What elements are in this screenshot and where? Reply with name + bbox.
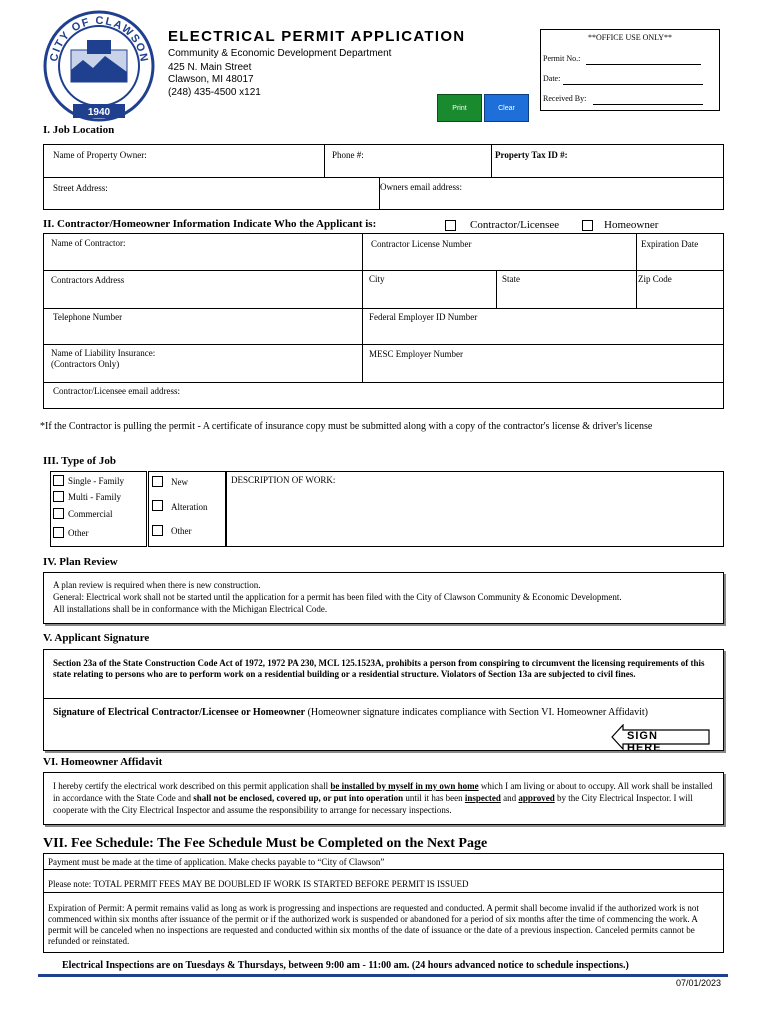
city-seal-logo	[43, 10, 155, 122]
received-by-field[interactable]	[593, 104, 703, 105]
state-label: State	[502, 274, 520, 284]
fein-label: Federal Employer ID Number	[369, 312, 478, 322]
footer-rule	[38, 974, 728, 977]
svg-text:CITY OF CLAWSON MICHIGAN: CITY OF CLAWSON	[48, 14, 151, 64]
permit-no-label: Permit No.:	[543, 54, 581, 63]
affidavit-part-5: by the City Electrical Inspector. I will cooperate with the City Electrical Inspector and assume the responsibility to arrange for necessary inspections.	[53, 793, 693, 815]
contractor-option-label: Contractor/Licensee	[470, 219, 560, 231]
description-label: DESCRIPTION OF WORK:	[231, 475, 336, 485]
other-work-checkbox[interactable]	[152, 525, 163, 536]
address-city: Clawson, MI 48017	[168, 74, 254, 85]
other-type-label: Other	[68, 528, 89, 538]
section-1-title: I. Job Location	[43, 124, 115, 136]
doubled-fee-note: Please note: TOTAL PERMIT FEES MAY BE DOUBLED IF WORK IS STARTED BEFORE PERMIT IS ISSUED	[48, 879, 469, 889]
signature-caption-bold: Signature of Electrical Contractor/Licensee or Homeowner	[53, 707, 306, 718]
applicant-signature-box	[43, 649, 724, 754]
homeowner-option-label: Homeowner	[604, 219, 659, 231]
date-field[interactable]	[563, 84, 703, 85]
commercial-checkbox[interactable]	[53, 508, 64, 519]
affidavit-not-enclosed: shall not be enclosed, covered up, or put into operation	[193, 793, 404, 803]
alteration-checkbox[interactable]	[152, 500, 163, 511]
new-label: New	[171, 477, 188, 487]
multi-family-checkbox[interactable]	[53, 491, 64, 502]
statute-text: Section 23a of the State Construction Code Act of 1972, 1972 PA 230, MCL 125.1523A, prohibits a person from conspiring to circumvent the licensing requirements of this state relating to persons who are to perform work on a residential building or a residential structure. Violators of Section 13a are subjected to civil fines.	[53, 658, 705, 679]
permit-no-field[interactable]	[586, 64, 701, 65]
signature-caption	[53, 707, 723, 718]
contractor-info-table	[43, 233, 724, 409]
owner-email-label: Owners email address:	[380, 182, 462, 192]
affidavit-part-3: until it has been	[403, 793, 465, 803]
section-3-title: III. Type of Job	[43, 455, 116, 467]
zip-code-label: Zip Code	[638, 274, 672, 284]
contractor-name-label: Name of Contractor:	[51, 238, 126, 248]
revision-date: 07/01/2023	[676, 978, 722, 988]
single-family-label: Single - Family	[68, 476, 124, 486]
affidavit-text	[53, 780, 719, 816]
single-family-checkbox[interactable]	[53, 475, 64, 486]
payment-note: Payment must be made at the time of application. Make checks payable to “City of Clawson”	[48, 857, 385, 867]
insurance-note: (Contractors Only)	[51, 359, 120, 369]
plan-review-line-2: General: Electrical work shall not be started until the application for a permit has been filed with the City of Clawson Community & Economic Development.	[53, 592, 622, 602]
description-of-work-field[interactable]	[226, 471, 724, 547]
other-type-checkbox[interactable]	[53, 527, 64, 538]
dept-phone: (248) 435-4500 x121	[168, 87, 261, 98]
plan-review-line-3: All installations shall be in conformance with the Michigan Electrical Code.	[53, 604, 328, 614]
contractor-checkbox[interactable]	[445, 220, 456, 231]
affidavit-part-4: and	[500, 793, 519, 803]
section-4-title: IV. Plan Review	[43, 556, 118, 568]
section-5-title: V. Applicant Signature	[43, 632, 150, 644]
homeowner-affidavit-box	[43, 772, 724, 825]
date-label: Date:	[543, 74, 561, 83]
plan-review-box	[43, 572, 724, 624]
telephone-label: Telephone Number	[53, 312, 123, 322]
city-label: City	[369, 274, 385, 284]
street-address-label: Street Address:	[53, 183, 108, 193]
contractor-insurance-note: *If the Contractor is pulling the permit - A certificate of insurance copy must be submitted along with a copy of the contractor's license & driver's license	[40, 421, 653, 432]
received-by-label: Received By:	[543, 94, 587, 103]
tax-id-label: Property Tax ID #:	[495, 150, 568, 160]
other-work-label: Other	[171, 526, 192, 536]
expiration-date-label: Expiration Date	[641, 239, 699, 249]
alteration-label: Alteration	[171, 502, 208, 512]
affidavit-part-1: I hereby certify the electrical work described on this permit application shall	[53, 781, 331, 791]
signature-caption-note: (Homeowner signature indicates compliance with Section VI. Homeowner Affidavit)	[307, 707, 648, 718]
sign-here-label: SIGN HERE	[627, 730, 662, 754]
work-kind-box	[148, 471, 226, 547]
signature-field[interactable]	[54, 724, 604, 744]
form-title: ELECTRICAL PERMIT APPLICATION	[168, 28, 466, 45]
address-street: 425 N. Main Street	[168, 62, 252, 73]
fee-schedule-box	[43, 853, 724, 953]
new-checkbox[interactable]	[152, 476, 163, 487]
department-name: Community & Economic Development Department	[168, 48, 392, 59]
plan-review-line-1: A plan review is required when there is new construction.	[53, 580, 261, 590]
job-type-box	[50, 471, 147, 547]
permit-expiration-note: Expiration of Permit: A permit remains valid as long as work is progressing and inspections are requested and conducted. A permit shall become invalid if the authorized work is not commenced within six months after issuance of the permit or if the authorized work is suspended or abandoned for a period of six months after the time of commencing the work. A permit will be canceled when no inspections are requested and conducted within six months of the date of issuance or the date of a previous inspection. Canceled permits cannot be refunded or reinstated.	[48, 903, 699, 946]
section-6-title: VI. Homeowner Affidavit	[43, 756, 163, 768]
contractor-email-label: Contractor/Licensee email address:	[53, 386, 180, 396]
affidavit-own-home: be installed by myself in my own home	[330, 781, 479, 791]
job-location-table	[43, 144, 724, 210]
office-use-title: **OFFICE USE ONLY**	[587, 33, 673, 42]
section-2-title: II. Contractor/Homeowner Information Indicate Who the Applicant is:	[43, 218, 377, 230]
inspection-schedule: Electrical Inspections are on Tuesdays & Thursdays, between 9:00 am - 11:00 am. (24 hours advanced notice to schedule inspections.)	[62, 960, 629, 971]
homeowner-checkbox[interactable]	[582, 220, 593, 231]
contractor-address-label: Contractors Address	[51, 275, 125, 285]
office-use-box	[540, 29, 720, 111]
affidavit-approved: approved	[518, 793, 555, 803]
multi-family-label: Multi - Family	[68, 492, 122, 502]
svg-text:1940: 1940	[87, 107, 111, 118]
affidavit-part-2: which I am living or about to occupy. All work shall be installed in accordance with the State Code and	[53, 781, 713, 803]
property-owner-label: Name of Property Owner:	[53, 150, 147, 160]
section-7-title: VII. Fee Schedule: The Fee Schedule Must be Completed on the Next Page	[43, 836, 488, 851]
commercial-label: Commercial	[68, 509, 113, 519]
phone-label: Phone #:	[332, 150, 364, 160]
license-number-label: Contractor License Number	[371, 239, 472, 249]
print-button[interactable]: Print	[437, 94, 482, 122]
insurance-label: Name of Liability Insurance:	[51, 348, 156, 358]
affidavit-inspected: inspected	[464, 793, 501, 803]
mesc-label: MESC Employer Number	[369, 349, 463, 359]
clear-button[interactable]: Clear	[484, 94, 529, 122]
